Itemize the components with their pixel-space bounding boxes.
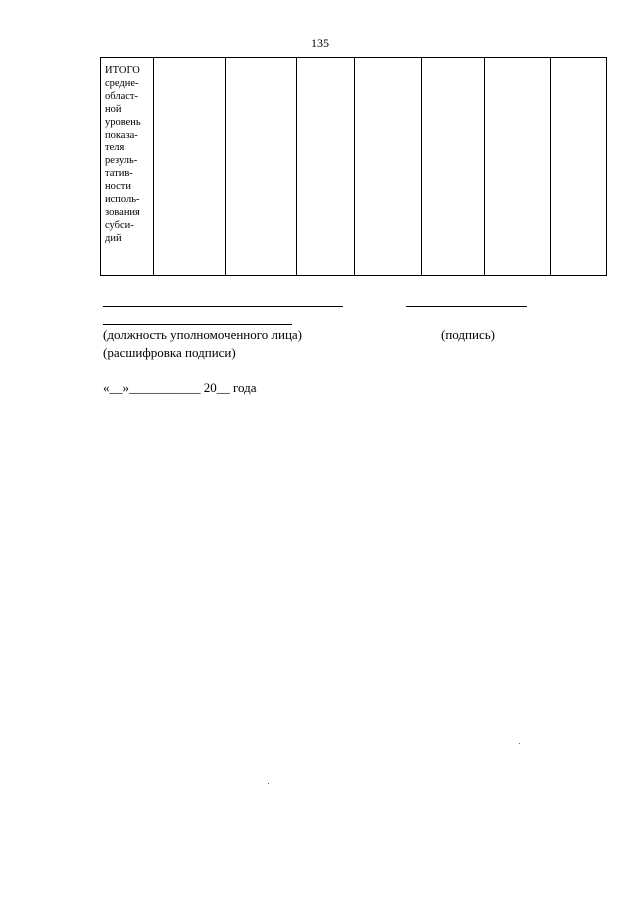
page-number: 135: [311, 36, 329, 50]
position-caption: (должность уполномоченного лица): [103, 327, 303, 342]
table-row: [101, 58, 607, 276]
row-label-line: дий: [105, 232, 122, 244]
empty-cell: [422, 58, 485, 276]
scan-speck: [268, 783, 269, 784]
row-label-line: исполь-: [105, 194, 140, 206]
row-label-line: резуль-: [105, 155, 138, 167]
signature-caption: (подпись): [441, 327, 495, 342]
row-label-line: ИТОГО: [105, 65, 140, 76]
row-label-cell: [101, 58, 154, 276]
position-signature-line: [103, 306, 343, 307]
row-label-line: уровень: [105, 116, 141, 128]
row-label-line: ной: [105, 103, 122, 115]
empty-cell: [485, 58, 551, 276]
decoding-caption: (расшифровка подписи): [103, 345, 236, 360]
row-label-line: теля: [105, 142, 125, 154]
row-label-line: ности: [105, 181, 131, 193]
empty-cell: [226, 58, 297, 276]
decoding-signature-line: [103, 324, 292, 325]
row-label-line: средне-: [105, 77, 139, 89]
scan-speck: [519, 743, 520, 744]
empty-cell: [297, 58, 355, 276]
results-table: [100, 57, 607, 276]
row-label-line: субси-: [105, 219, 134, 231]
empty-cell: [355, 58, 422, 276]
row-label-line: показа-: [105, 129, 138, 141]
row-label-line: зования: [105, 206, 140, 218]
row-label-line: татив-: [105, 168, 133, 180]
signature-line: [406, 306, 527, 307]
date-line: «__»___________ 20__ года: [103, 380, 257, 395]
empty-cell: [154, 58, 226, 276]
row-label-line: област-: [105, 90, 138, 102]
empty-cell: [551, 58, 607, 276]
